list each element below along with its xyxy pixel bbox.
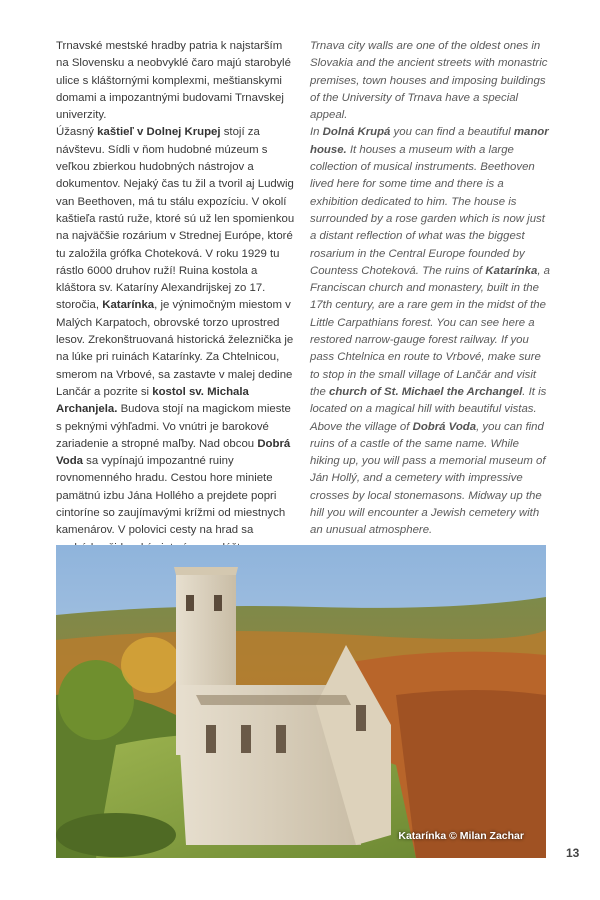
bold-place-name: Dolná Krupá (322, 126, 391, 139)
bold-place-name: Dobrá Voda (412, 420, 477, 433)
text-run: Budova stojí na magickom mieste s peknými výhľadmi. Vo vnútri je barokové zariadenie a stropné maľby. Nad obcou (56, 403, 291, 450)
photo-caption: Katarínka © Milan Zachar (398, 830, 524, 842)
slovak-paragraph-intro: Trnavské mestské hradby patria k najstarším na Slovensku a neobvyklé čaro majú starobylé ulice s kláštornými komplexmi, meštianskymi domami a impozantnými budovami Trnavskej univerzity. (56, 40, 291, 122)
text-run: . It is located on a magical hill with beautiful vistas. Above the village of (310, 385, 547, 433)
katarinka-ruins-photo (56, 545, 546, 858)
slovak-text-column (56, 38, 297, 574)
text-run: , a Franciscan church and monastery, built in the 17th century, are a rare gem in the midst of the Little Carpathians forest. You can see here a restored narrow-gauge forest railway. If you pass Chtelnica en route to Vrbové, make sure to stop in the small village of Lančár and visit the (310, 264, 550, 398)
slovak-paragraph-main (56, 124, 297, 574)
bold-place-name: Katarínka (485, 264, 538, 277)
bold-place-name: kostol sv. Michala Archanjela. (56, 385, 249, 416)
text-run: stojí za návštevu. Sídli v ňom hudobné múzeum s veľkou zbierkou hudobných nástrojov a dokumentov. Nejaký čas tu žil a tvoril aj Ludwig van Beethoven, má tu stálu expozíciu. V okolí kaštieľa rastú ruže, ktoré sú už len spomienkou na najväčšie rozárium v Strednej Európe, ktoré tu založila grófka Choteková. V roku 1929 tu rástlo 6000 druhov ruží! Ruina kostola a kláštora sv. Kataríny Alexandrijskej zo 17. storočia, (56, 126, 295, 312)
bold-place-name: manor house. (310, 126, 549, 156)
text-run: In (310, 126, 323, 139)
bold-place-name: Dobrá Voda (56, 437, 291, 468)
text-run: It houses a museum with a large collection of musical instruments. Beethoven lived here for some time and there is a exhibition dedicated to him. The house is surrounded by a rose garden which is now just a distant reflection of what was the biggest rosarium in the Central Europe founded by Countess Choteková. The ruins of (310, 143, 545, 277)
text-run: sa vypínajú impozantné ruiny rovnomenného hradu. Cestou hore miniete pamätnú izbu Jána Hollého a prejdete popri cintoríne so zaujímavými krížmi od miestnych kamenárov. V polovici cesty na hrad sa (56, 455, 286, 537)
text-run: you can find a beautiful (390, 126, 514, 139)
english-paragraph-intro: Trnava city walls are one of the oldest ones in Slovakia and the ancient streets with monastric premises, town houses and imposing buildings of the University of Trnava have a special appeal. (310, 40, 548, 122)
text-run: , you can find ruins of a castle of the same name. While hiking up, you will pass a memorial museum of Ján Hollý, and a cemetery with impressive crosses by local stonemasons. Midway up the hill you will encounter a Jewish cemetery with an unusual atmosphere. (310, 420, 546, 537)
bold-place-name: kaštieľ v Dolnej Krupej (97, 126, 221, 139)
bold-place-name: church of St. Michael the Archangel (329, 385, 523, 398)
english-paragraph-main (310, 124, 550, 539)
english-text-column (310, 38, 550, 540)
text-run: , je výnimočným miestom v Malých Karpatoch, obrovské torzo uprostred lesov. Zrekonštruovaná historická železnička je na lúke pri ruinách Katarínky. Za Chtelnicou, smerom na Vrbové, sa zastavte v malej dedine Lančár a pozrite si (56, 299, 294, 398)
bold-place-name: Katarínka (102, 299, 155, 312)
ruins-illustration (56, 545, 546, 858)
page-number: 13 (566, 846, 580, 860)
text-run: Úžasný (56, 126, 98, 139)
